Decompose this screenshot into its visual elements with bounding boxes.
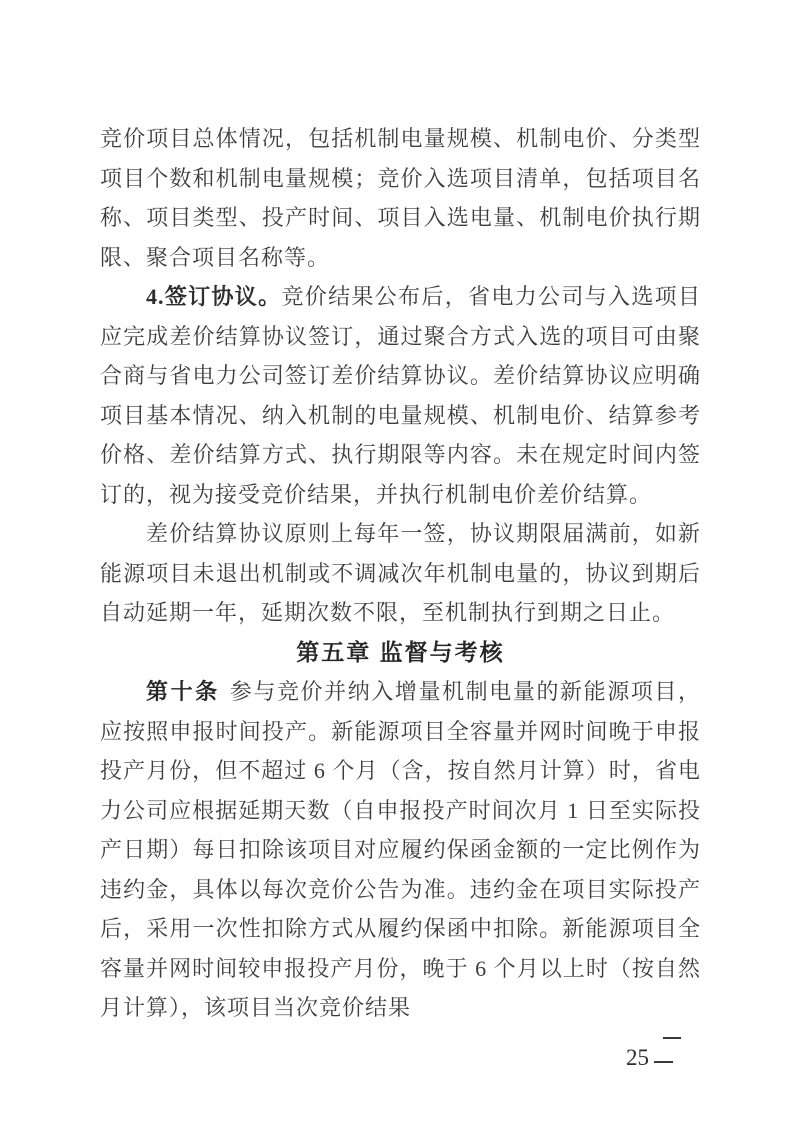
page-number: 25 <box>626 1045 649 1070</box>
body-paragraph-sign-agreement-text: 竞价结果公布后，省电力公司与入选项目应完成差价结算协议签订，通过聚合方式入选的项目可由聚合商与省电力公司签订差价结算协议。差价结算协议应明确项目基本情况、纳入机制的电量规模、机制电价、结算参考价格、差价结算方式、执行期限等内容。未在规定时间内签订的，视为接受竞价结果，并执行机制电价差价结算。 <box>100 284 701 507</box>
page-number-dash-side <box>654 1061 673 1063</box>
list-item-4-label: 4.签订协议。 <box>146 284 282 309</box>
document-body <box>100 119 701 1028</box>
chapter-heading: 第五章 监督与考核 <box>296 638 505 665</box>
article-10-paragraph <box>100 672 701 1028</box>
body-paragraph-overview: 竞价项目总体情况，包括机制电量规模、机制电价、分类型项目个数和机制电量规模；竞价入选项目清单，包括项目名称、项目类型、投产时间、项目入选电量、机制电价执行期限、聚合项目名称等。 <box>100 126 701 270</box>
page-number-dash-top <box>663 1037 681 1039</box>
article-10-number: 第十条 <box>146 679 220 704</box>
article-10-text: 参与竞价并纳入增量机制电量的新能源项目，应按照申报时间投产。新能源项目全容量并网时间晚于申报投产月份，但不超过 6 个月（含，按自然月计算）时，省电力公司应根据延期天数（自申报投产时间次月 1 日至实际投产日期）每日扣除该项目对应履约保函金额的一定比例作为违约金，具体以每次竞价公告为准。违约金在项目实际投产后，采用一次性扣除方式从履约保函中扣除。新能源项目全容量并网时间较申报投产月份，晚于 6 个月以上时（按自然月计算），该项目当次竞价结果 <box>100 679 701 1020</box>
body-paragraph-agreement-term: 差价结算协议原则上每年一签，协议期限届满前，如新能源项目未退出机制或不调减次年机制电量的，协议到期后自动延期一年，延期次数不限，至机制执行到期之日止。 <box>100 521 701 625</box>
body-paragraph-sign-agreement <box>100 277 701 514</box>
